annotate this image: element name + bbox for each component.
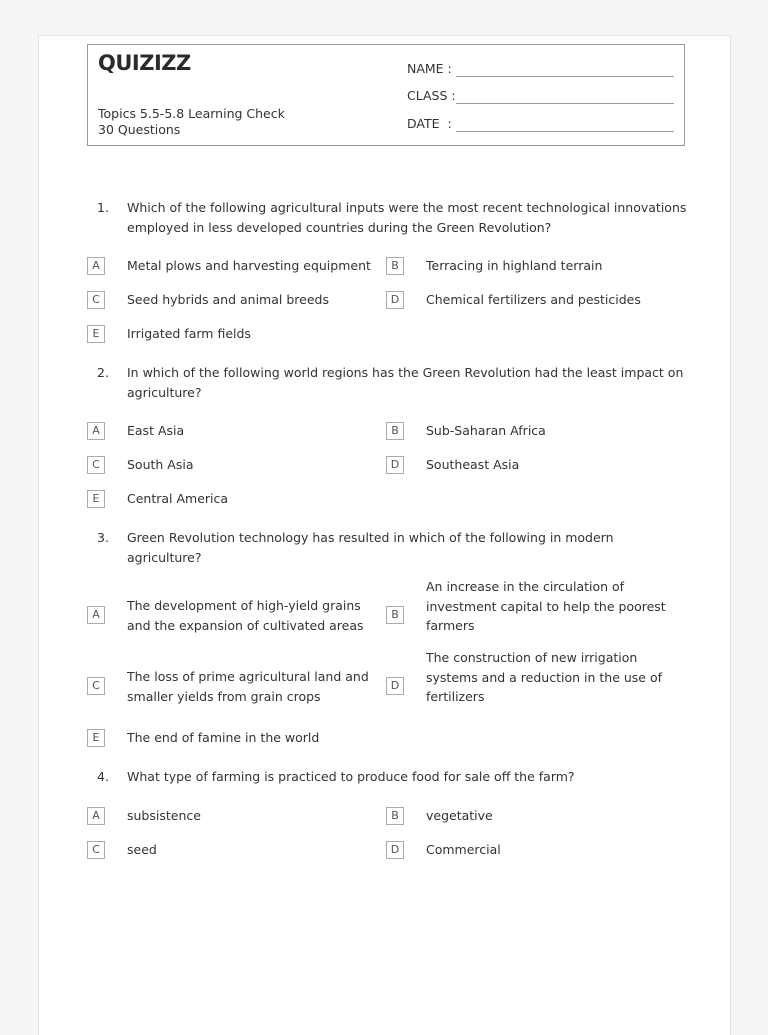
option-letter: D — [386, 456, 404, 474]
option-text: The development of high-yield grains and the expansion of cultivated areas — [127, 598, 364, 633]
question-text: What type of farming is practiced to produce food for sale off the farm? — [127, 769, 575, 784]
question-text: Green Revolution technology has resulted in which of the following in modern agriculture? — [127, 530, 614, 565]
worksheet-page — [38, 35, 731, 1035]
option-text: subsistence — [127, 808, 201, 823]
option-text: Sub-Saharan Africa — [426, 423, 546, 438]
option-text: Metal plows and harvesting equipment — [127, 258, 371, 273]
option-letter: D — [386, 291, 404, 309]
option-letter: A — [87, 807, 105, 825]
question-count: 30 Questions — [98, 122, 181, 137]
name-line — [456, 76, 674, 77]
question-number: 2. — [97, 365, 109, 380]
option-letter: C — [87, 291, 105, 309]
option-letter: B — [386, 807, 404, 825]
option-text: vegetative — [426, 808, 493, 823]
class-line — [456, 103, 674, 104]
option-text: Irrigated farm fields — [127, 326, 251, 341]
option-letter: C — [87, 841, 105, 859]
question-text: Which of the following agricultural inputs were the most recent technological innovations employed in less developed countries during the Green Revolution? — [127, 200, 687, 235]
name-label: NAME : — [407, 61, 452, 76]
option-letter: E — [87, 325, 105, 343]
option-text: Chemical fertilizers and pesticides — [426, 292, 641, 307]
worksheet-header — [87, 44, 685, 146]
question-number: 4. — [97, 769, 109, 784]
option-letter: C — [87, 677, 105, 695]
option-text: The end of famine in the world — [127, 730, 320, 745]
option-letter: D — [386, 841, 404, 859]
option-text: South Asia — [127, 457, 194, 472]
option-letter: A — [87, 422, 105, 440]
question-number: 3. — [97, 530, 109, 545]
option-letter: E — [87, 729, 105, 747]
option-text: Terracing in highland terrain — [426, 258, 603, 273]
option-letter: A — [87, 606, 105, 624]
option-text: Commercial — [426, 842, 501, 857]
option-letter: B — [386, 257, 404, 275]
option-text: Southeast Asia — [426, 457, 520, 472]
option-text: Central America — [127, 491, 229, 506]
option-letter: B — [386, 606, 404, 624]
option-letter: B — [386, 422, 404, 440]
option-text: seed — [127, 842, 157, 857]
quiz-title — [98, 106, 285, 138]
option-letter: E — [87, 490, 105, 508]
date-label: DATE : — [407, 116, 452, 131]
option-text: Seed hybrids and animal breeds — [127, 292, 329, 307]
option-letter: A — [87, 257, 105, 275]
option-text: An increase in the circulation of investment capital to help the poorest farmers — [426, 579, 666, 633]
quizizz-logo: QUIZIZZ — [98, 51, 191, 75]
option-text: East Asia — [127, 423, 185, 438]
question-number: 1. — [97, 200, 109, 215]
class-label: CLASS : — [407, 88, 456, 103]
option-letter: D — [386, 677, 404, 695]
quiz-title-text: Topics 5.5-5.8 Learning Check — [98, 106, 285, 121]
date-line — [456, 131, 674, 132]
option-text: The loss of prime agricultural land and smaller yields from grain crops — [127, 669, 369, 704]
option-letter: C — [87, 456, 105, 474]
option-text: The construction of new irrigation systems and a reduction in the use of fertilizers — [426, 650, 663, 704]
question-text: In which of the following world regions has the Green Revolution had the least impact on agriculture? — [127, 365, 684, 400]
